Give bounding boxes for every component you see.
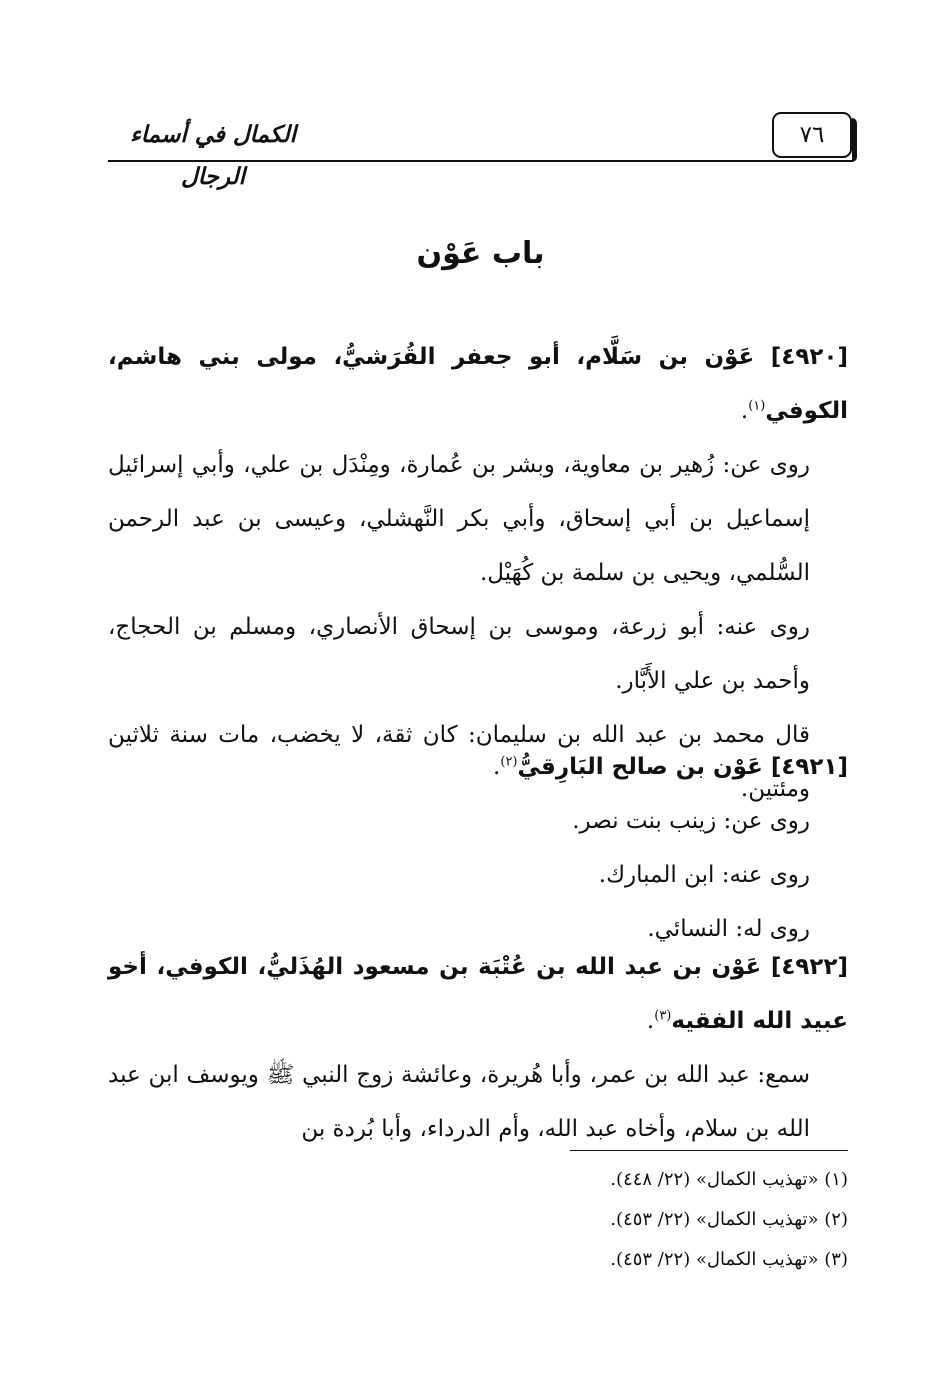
footnote-3: (٣) «تهذيب الكمال» (٢٢/ ٤٥٣). — [610, 1249, 848, 1270]
heard-from: سمع: عبد الله بن عمر، وأبا هُريرة، وعائشة زوج النبي ﷺ ويوسف ابن عبد الله بن سلام، وأخاه عبد الله، وأم الدرداء، وأبا بُردة بن — [108, 1062, 810, 1142]
biographical-note: قال محمد بن عبد الله بن سليمان: كان ثقة، لا يخضب، مات سنة ثلاثين ومئتين. — [108, 722, 810, 802]
footnotes — [108, 1160, 848, 1280]
section-title: باب عَوْن — [416, 236, 545, 271]
entry-heading: [٤٩٢٠] عَوْن بن سَلَّام، أبو جعفر القُرَشيُّ، مولى بني هاشم، الكوفي — [108, 344, 848, 424]
narration-from: روى عن: زُهير بن معاوية، وبشر بن عُمارة، ومِنْدَل بن علي، وأبي إسرائيل إسماعيل بن أبي إسحاق، وأبي بكر النَّهشلي، وعيسى بن عبد الرحمن السُّلمي، ويحيى بن سلمة بن كُهَيْل. — [108, 452, 810, 586]
running-title: الكمال في أسماء الرجال — [129, 121, 297, 190]
footnote-ref: (٣) — [654, 1008, 672, 1024]
page-header — [108, 108, 853, 190]
entry-heading: [٤٩٢٢] عَوْن بن عبد الله بن عُتْبَة بن مسعود الهُذَليُّ، الكوفي، أخو عبيد الله الفقيه — [108, 954, 848, 1034]
entry-heading: [٤٩٢١] عَوْن بن صالح البَارِقيُّ — [517, 754, 848, 780]
footnote-2: (٢) «تهذيب الكمال» (٢٢/ ٤٥٣). — [610, 1209, 848, 1230]
entry-4922: [٤٩٢٢] عَوْن بن عبد الله بن عُتْبَة بن مسعود الهُذَليُّ، الكوفي، أخو عبيد الله الفقيه$^{(٣)}$. سمع: عبد الله بن عمر، وأبا هُريرة، وعائشة زوج النبي ﷺ ويوسف ابن عبد الله بن سلام، وأخاه عبد الله، وأم الدرداء، وأبا بُردة بن — [108, 940, 848, 1156]
entry-4920: [٤٩٢٠] عَوْن بن سَلَّام، أبو جعفر القُرَشيُّ، مولى بني هاشم، الكوفي$^{(١)}$. روى عن: زُهير بن معاوية، وبشر بن عُمارة، ومِنْدَل بن علي، وأبي إسرائيل إسماعيل بن أبي إسحاق، وأبي بكر النَّهشلي، وعيسى بن عبد الرحمن السُّلمي، ويحيى بن سلمة بن كُهَيْل. روى عنه: أبو زرعة، وموسى بن إسحاق الأنصاري، ومسلم بن الحجاج، وأحمد بن علي الأَبَّار. قال محمد بن عبد الله بن سليمان: كان ثقة، لا يخضب، مات سنة ثلاثين ومئتين. — [108, 330, 848, 816]
footnote-ref: (١) — [748, 398, 766, 414]
page-number: ٧٦ — [772, 112, 852, 158]
header-rule — [108, 160, 853, 162]
narrated-in: روى له: النسائي. — [647, 916, 810, 942]
entry-4921: [٤٩٢١] عَوْن بن صالح البَارِقيُّ$^{(٢)}$. روى عن: زينب بنت نصر. روى عنه: ابن المبارك. روى له: النسائي. — [108, 740, 848, 956]
footnote-ref: (٢) — [500, 754, 518, 770]
footnote-rule — [570, 1150, 848, 1151]
narration-by: روى عنه: أبو زرعة، وموسى بن إسحاق الأنصاري، ومسلم بن الحجاج، وأحمد بن علي الأَبَّار. — [108, 614, 810, 694]
narration-by: روى عنه: ابن المبارك. — [598, 862, 810, 888]
footnote-1: (١) «تهذيب الكمال» (٢٢/ ٤٤٨). — [610, 1169, 848, 1190]
narration-from: روى عن: زينب بنت نصر. — [572, 808, 810, 834]
